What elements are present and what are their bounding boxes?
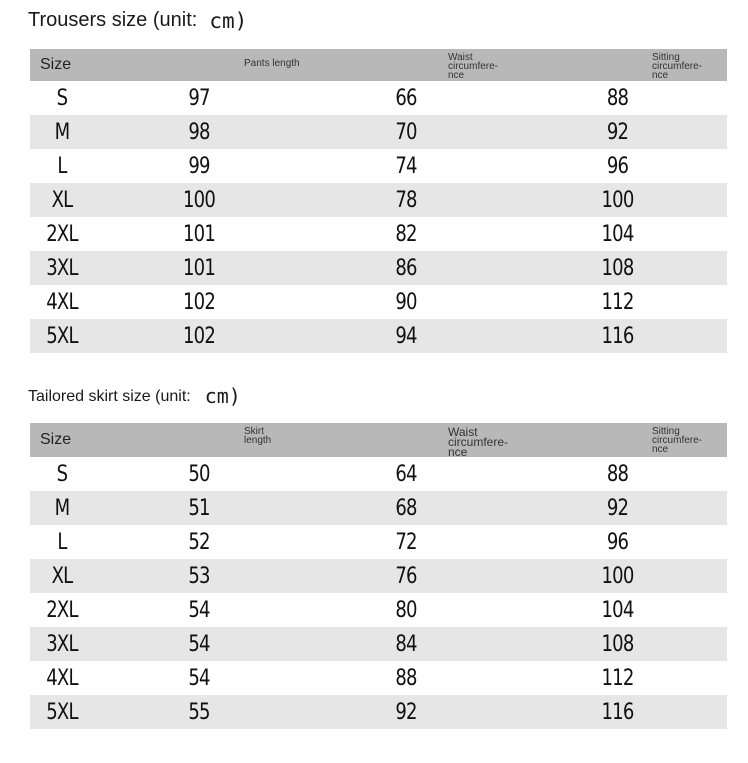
table-row bbox=[30, 695, 727, 729]
skirt-size-table bbox=[30, 423, 727, 729]
header-waist-text: Waist circumfere- nce bbox=[448, 425, 508, 457]
table-header-row bbox=[30, 423, 727, 457]
cell-length: 98 bbox=[188, 119, 210, 145]
table-row bbox=[30, 251, 727, 285]
cell-size: XL bbox=[51, 187, 73, 213]
cell-sitting: 108 bbox=[601, 255, 634, 281]
table-row bbox=[30, 81, 727, 115]
table-row bbox=[30, 285, 727, 319]
cell-sitting: 104 bbox=[601, 597, 634, 623]
header-sitting bbox=[508, 49, 727, 81]
cell-waist: 88 bbox=[395, 665, 417, 691]
cell-waist: 86 bbox=[395, 255, 417, 281]
table-row bbox=[30, 217, 727, 251]
table-row bbox=[30, 183, 727, 217]
cell-size: 2XL bbox=[46, 597, 78, 623]
table-header-row bbox=[30, 49, 727, 81]
cell-length: 55 bbox=[188, 699, 210, 725]
trousers-table-body bbox=[30, 81, 727, 353]
cell-size: L bbox=[57, 153, 67, 179]
cell-size: L bbox=[57, 529, 67, 555]
cell-size: 3XL bbox=[46, 255, 78, 281]
table-row bbox=[30, 525, 727, 559]
cell-waist: 80 bbox=[395, 597, 417, 623]
cell-waist: 84 bbox=[395, 631, 417, 657]
cell-length: 100 bbox=[183, 187, 215, 213]
cell-sitting: 92 bbox=[606, 119, 629, 145]
cell-waist: 70 bbox=[395, 119, 417, 145]
cell-length: 53 bbox=[188, 563, 210, 589]
cell-sitting: 112 bbox=[601, 289, 634, 315]
cell-waist: 64 bbox=[395, 461, 417, 487]
header-size: Size bbox=[40, 56, 72, 73]
cell-length: 97 bbox=[188, 85, 210, 111]
cell-waist: 94 bbox=[395, 323, 417, 349]
cell-sitting: 108 bbox=[601, 631, 634, 657]
header-sitting-text: Sitting circumfere- nce bbox=[652, 426, 703, 455]
cell-waist: 78 bbox=[395, 187, 417, 213]
cell-waist: 82 bbox=[395, 221, 417, 247]
header-sitting bbox=[508, 423, 727, 457]
cell-sitting: 96 bbox=[606, 529, 629, 555]
trousers-size-table bbox=[30, 49, 727, 353]
header-size: Size bbox=[40, 431, 72, 448]
skirt-section-title bbox=[28, 384, 241, 408]
header-sitting-text: Sitting circumfere- nce bbox=[652, 52, 703, 81]
header-waist-text: Waist circumfere- nce bbox=[448, 52, 499, 81]
header-waist bbox=[304, 49, 508, 81]
table-row bbox=[30, 593, 727, 627]
cell-length: 99 bbox=[188, 153, 210, 179]
cell-size: S bbox=[56, 461, 68, 487]
cell-length: 54 bbox=[188, 597, 210, 623]
table-row bbox=[30, 559, 727, 593]
cell-waist: 90 bbox=[395, 289, 417, 315]
header-pants-length: Pants length bbox=[244, 58, 300, 69]
cell-size: 5XL bbox=[46, 699, 78, 725]
cell-sitting: 112 bbox=[601, 665, 634, 691]
cell-sitting: 92 bbox=[606, 495, 629, 521]
cell-length: 102 bbox=[183, 289, 215, 315]
header-skirt-length-text: Skirt length bbox=[244, 426, 272, 446]
cell-waist: 92 bbox=[395, 699, 417, 725]
cell-waist: 68 bbox=[395, 495, 417, 521]
cell-length: 52 bbox=[188, 529, 210, 555]
cell-length: 54 bbox=[188, 665, 210, 691]
cell-length: 101 bbox=[183, 221, 215, 247]
cell-size: 3XL bbox=[46, 631, 78, 657]
cell-size: S bbox=[56, 85, 68, 111]
cell-length: 51 bbox=[188, 495, 210, 521]
cell-length: 50 bbox=[188, 461, 210, 487]
cell-sitting: 88 bbox=[606, 85, 629, 111]
cell-length: 102 bbox=[183, 323, 215, 349]
cell-sitting: 100 bbox=[601, 563, 634, 589]
cell-size: 2XL bbox=[46, 221, 78, 247]
cell-size: 5XL bbox=[46, 323, 78, 349]
trousers-section-title bbox=[28, 9, 248, 33]
skirt-table-body bbox=[30, 457, 727, 729]
cell-sitting: 116 bbox=[601, 323, 634, 349]
cell-size: 4XL bbox=[46, 289, 78, 315]
cell-waist: 72 bbox=[395, 529, 417, 555]
table-row bbox=[30, 491, 727, 525]
cell-waist: 76 bbox=[395, 563, 417, 589]
trousers-title-text: Trousers size (unit: bbox=[28, 9, 198, 31]
cell-length: 101 bbox=[183, 255, 215, 281]
cell-sitting: 116 bbox=[601, 699, 634, 725]
table-row bbox=[30, 661, 727, 695]
table-row bbox=[30, 319, 727, 353]
cell-waist: 66 bbox=[395, 85, 417, 111]
skirt-unit-text: cm) bbox=[204, 384, 241, 408]
cell-sitting: 88 bbox=[606, 461, 629, 487]
cell-size: M bbox=[54, 495, 70, 521]
table-row bbox=[30, 627, 727, 661]
cell-size: M bbox=[54, 119, 70, 145]
table-row bbox=[30, 149, 727, 183]
cell-size: 4XL bbox=[46, 665, 78, 691]
cell-length: 54 bbox=[188, 631, 210, 657]
cell-sitting: 96 bbox=[606, 153, 629, 179]
cell-sitting: 100 bbox=[601, 187, 634, 213]
cell-waist: 74 bbox=[395, 153, 417, 179]
cell-sitting: 104 bbox=[601, 221, 634, 247]
skirt-title-text: Tailored skirt size (unit: bbox=[28, 388, 191, 405]
header-skirt-length bbox=[94, 423, 304, 457]
cell-size: XL bbox=[51, 563, 73, 589]
table-row bbox=[30, 115, 727, 149]
header-waist bbox=[304, 423, 508, 457]
table-row bbox=[30, 457, 727, 491]
trousers-unit-text: cm) bbox=[209, 9, 248, 33]
